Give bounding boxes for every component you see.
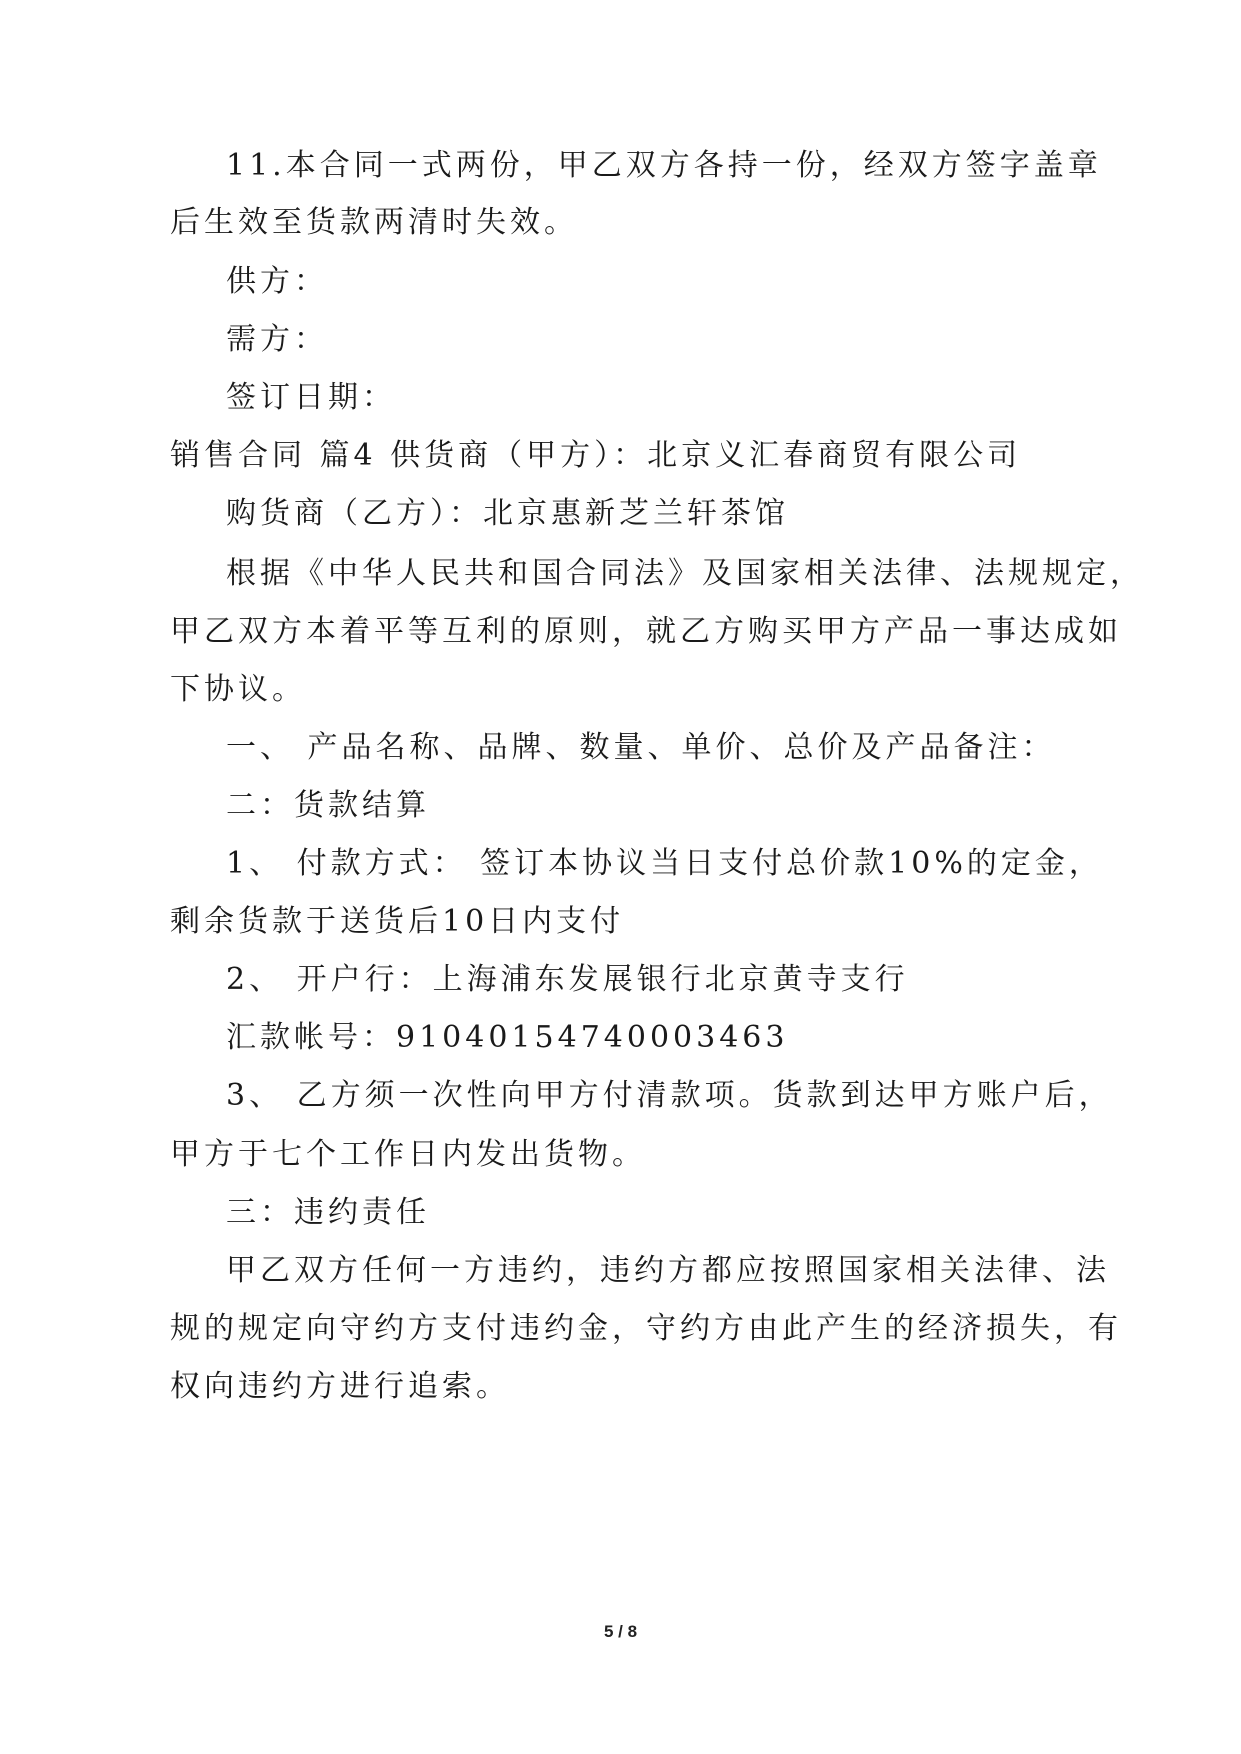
section-2-heading: 二：货款结算 — [226, 788, 430, 823]
payment-clause-3-line-2: 甲方于七个工作日内发出货物。 — [170, 1137, 646, 1172]
section-1-heading: 一、 产品名称、品牌、数量、单价、总价及产品备注： — [226, 730, 1056, 765]
preamble-line-1: 根据《中华人民共和国合同法》及国家相关法律、法规规定， — [226, 556, 1144, 591]
liability-line-3: 权向违约方进行追索。 — [170, 1369, 510, 1404]
supplier-signature-label: 供方： — [226, 264, 328, 299]
page-number: 5 / 8 — [603, 1622, 638, 1641]
bank-line: 2、 开户行：上海浦东发展银行北京黄寺支行 — [226, 962, 909, 997]
account-number-line: 汇款帐号：91040154740003463 — [226, 1020, 789, 1055]
clause-11-line-1: 11.本合同一式两份，甲乙双方各持一份，经双方签字盖章 — [226, 148, 1102, 183]
payment-method-line-1: 1、 付款方式： 签订本协议当日支付总价款10%的定金， — [226, 846, 1103, 881]
clause-11-line-2: 后生效至货款两清时失效。 — [170, 205, 578, 240]
liability-line-1: 甲乙双方任何一方违约，违约方都应按照国家相关法律、法 — [226, 1253, 1110, 1288]
preamble-line-2: 甲乙双方本着平等互利的原则，就乙方购买甲方产品一事达成如 — [170, 614, 1122, 649]
liability-line-2: 规的规定向守约方支付违约金，守约方由此产生的经济损失，有 — [170, 1311, 1122, 1346]
contract-4-heading: 销售合同 篇4 供货商（甲方）：北京义汇春商贸有限公司 — [170, 438, 1022, 473]
payment-clause-3-line-1: 3、 乙方须一次性向甲方付清款项。货款到达甲方账户后， — [226, 1078, 1113, 1113]
signing-date-label: 签订日期： — [226, 380, 396, 415]
section-3-heading: 三：违约责任 — [226, 1195, 430, 1230]
payment-method-line-2: 剩余货款于送货后10日内支付 — [170, 904, 625, 939]
buyer-signature-label: 需方： — [226, 322, 328, 357]
preamble-line-3: 下协议。 — [170, 672, 306, 707]
purchaser-party-line: 购货商（乙方）：北京惠新芝兰轩茶馆 — [226, 496, 789, 531]
